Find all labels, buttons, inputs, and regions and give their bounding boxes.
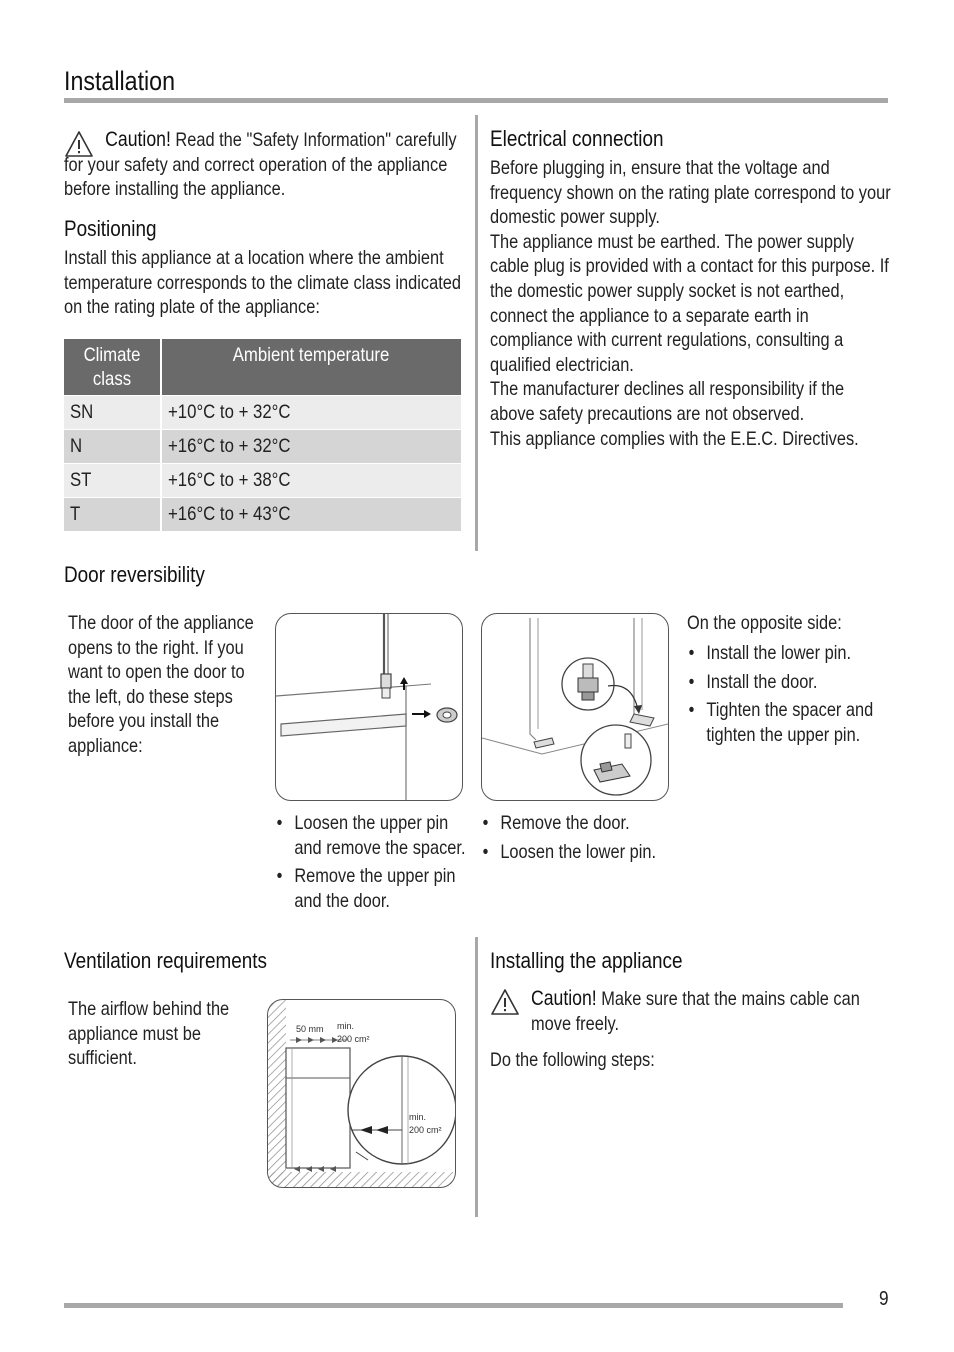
table-cell: +16°C to + 43°C (161, 498, 461, 532)
electrical-paragraph: This appliance complies with the E.E.C. Directives. (490, 427, 859, 450)
installing-steps-intro: Do the following steps: (490, 1049, 655, 1071)
vent-area-label-top: 200 cm² (337, 1034, 370, 1044)
table-cell: SN (64, 396, 161, 430)
vent-min-label-bottom: min. (409, 1112, 427, 1122)
vent-min-label-top: min. (337, 1021, 355, 1031)
table-cell: +16°C to + 32°C (161, 430, 461, 464)
caution-text: Make sure that the mains cable can move freely. (531, 988, 860, 1035)
caution-label: Caution! (105, 128, 171, 151)
list-item: • Tighten the spacer and tighten the upper pin. (687, 698, 897, 747)
electrical-paragraph: The manufacturer declines all responsibility if the above safety precautions are not observed. (490, 378, 845, 425)
installing-heading: Installing the appliance (490, 948, 683, 973)
door-intro: The door of the appliance opens to the right. If you want to open the door to the left, do these steps before you install the appliance: (68, 612, 254, 757)
table-row (64, 498, 461, 532)
caution-text: Read the "Safety Information" carefully for your safety and correct operation of the appliance before installing the appliance. (64, 129, 457, 201)
list-item: • Loosen the lower pin. (481, 840, 674, 865)
door-steps-c (687, 641, 897, 751)
title-rule (64, 98, 888, 103)
page-title: Installation (64, 66, 176, 96)
table-cell: ST (64, 464, 161, 498)
electrical-paragraph: Before plugging in, ensure that the voltage and frequency shown on the rating plate correspond to your domestic power supply. (490, 157, 891, 229)
table-cell: T (64, 498, 161, 532)
climate-table (64, 339, 461, 532)
column-divider (475, 937, 478, 1217)
positioning-text: Install this appliance at a location where the ambient temperature corresponds to the climate class indicated on the rating plate of the appliance: (64, 247, 461, 319)
page-number: 9 (879, 1288, 889, 1310)
door-illustration-upper-pin (275, 613, 463, 801)
ventilation-text: The airflow behind the appliance must be sufficient. (68, 998, 230, 1070)
table-row (64, 396, 461, 430)
door-illustration-lower-pin (481, 613, 669, 801)
table-row (64, 464, 461, 498)
list-item: • Remove the door. (481, 811, 674, 836)
table-cell: N (64, 430, 161, 464)
table-cell: +16°C to + 38°C (161, 464, 461, 498)
table-header-climate: Climate class (64, 339, 161, 396)
vent-area-label-bottom: 200 cm² (409, 1125, 442, 1135)
list-item: • Loosen the upper pin and remove the spacer. (275, 811, 468, 860)
table-header-row (64, 339, 461, 396)
list-item: • Remove the upper pin and the door. (275, 864, 468, 913)
table-header-temperature: Ambient temperature (161, 339, 461, 396)
caution-intro (64, 128, 463, 202)
opposite-side-title: On the opposite side: (687, 612, 842, 634)
footer-rule (64, 1303, 843, 1308)
ventilation-heading: Ventilation requirements (64, 948, 267, 973)
electrical-paragraph: The appliance must be earthed. The power supply cable plug is provided with a contact for this purpose. If the domestic power supply socket is not earthed, connect the appliance to a separate earth in compliance with current regulations, consulting a qualified electrician. (490, 230, 889, 376)
table-row (64, 430, 461, 464)
list-item: • Install the door. (687, 670, 897, 695)
caution-label: Caution! (531, 987, 597, 1010)
door-steps-a (275, 811, 468, 917)
door-steps-b (481, 811, 674, 868)
electrical-heading: Electrical connection (490, 126, 664, 151)
table-cell: +10°C to + 32°C (161, 396, 461, 430)
positioning-heading: Positioning (64, 216, 157, 241)
list-item: • Install the lower pin. (687, 641, 897, 666)
vent-gap-label: 50 mm (296, 1024, 324, 1034)
ventilation-illustration (267, 999, 456, 1188)
installing-caution (531, 987, 889, 1036)
electrical-text (490, 156, 892, 451)
column-divider (475, 115, 478, 551)
warning-triangle-icon (490, 988, 520, 1021)
door-heading: Door reversibility (64, 562, 205, 587)
